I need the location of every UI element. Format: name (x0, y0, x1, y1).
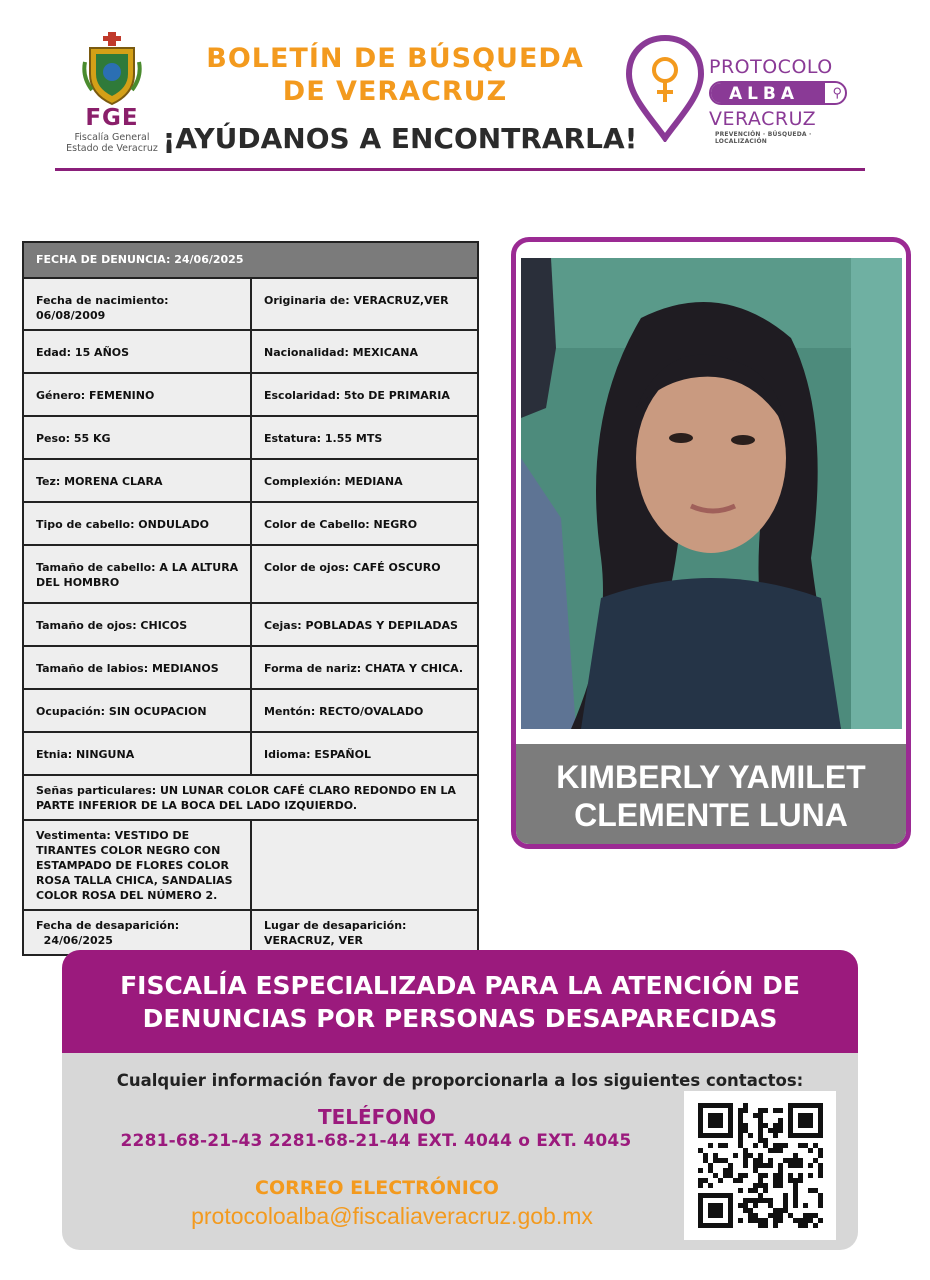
fge-sub-line2: Estado de Veracruz (66, 143, 158, 154)
eye-size: Tamaño de ojos: CHICOS (23, 603, 251, 646)
alba-tagline: PREVENCIÓN · BÚSQUEDA · LOCALIZACIÓN (715, 131, 812, 145)
disappearance-date-value: 24/06/2025 (43, 934, 113, 947)
person-details-table (22, 241, 479, 956)
language: Idioma: ESPAÑOL (251, 732, 478, 775)
height: Estatura: 1.55 MTS (251, 416, 478, 459)
origin: Originaria de: VERACRUZ,VER (251, 278, 478, 330)
help-find-heading: ¡AYÚDANOS A ENCONTRARLA! (162, 122, 638, 155)
alba-pill (709, 81, 847, 105)
prosecutor-office-title (62, 969, 858, 1035)
schooling: Escolaridad: 5to DE PRIMARIA (251, 373, 478, 416)
bulletin-title-line1: BOLETÍN DE BÚSQUEDA (206, 43, 584, 74)
disappearance-place: Lugar de desaparición: VERACRUZ, VER (251, 910, 478, 955)
alba-word: ALBA (728, 84, 800, 104)
qr-code[interactable] (684, 1091, 836, 1240)
contact-instructions: Cualquier información favor de proporcionarla a los siguientes contactos: (116, 1071, 804, 1090)
distinguishing-marks: Señas particulares: UN LUNAR COLOR CAFÉ CLARO REDONDO EN LA PARTE INFERIOR DE LA BOCA DEL LADO IZQUIERDO. (23, 775, 478, 820)
header (0, 0, 930, 180)
birth-date: Fecha de nacimiento: 06/08/2009 (23, 278, 251, 330)
eyebrows: Cejas: POBLADAS Y DEPILADAS (251, 603, 478, 646)
hair-color: Color de Cabello: NEGRO (251, 502, 478, 545)
alba-protocolo-text: PROTOCOLO (709, 56, 833, 78)
name-band (516, 744, 906, 844)
bulletin-title (205, 42, 585, 108)
disappearance-date (23, 910, 251, 955)
qr-code-icon (684, 1091, 836, 1240)
fge-subtitle (62, 132, 162, 154)
build: Complexión: MEDIANA (251, 459, 478, 502)
alba-veracruz-text: VERACRUZ (709, 108, 817, 130)
missing-person-name (516, 758, 906, 834)
disappearance-date-label: Fecha de desaparición: (36, 919, 180, 932)
gender: Género: FEMENINO (23, 373, 251, 416)
eye-color: Color de ojos: CAFÉ OSCURO (251, 545, 478, 603)
age: Edad: 15 AÑOS (23, 330, 251, 373)
fge-letters: FGE (85, 105, 139, 131)
empty-cell (251, 820, 478, 910)
hair-type: Tipo de cabello: ONDULADO (23, 502, 251, 545)
fge-sub-line1: Fiscalía General (74, 132, 150, 143)
email-link[interactable]: protocoloalba@fiscaliaveracruz.gob.mx (191, 1203, 593, 1229)
location-pin-female-icon (625, 34, 705, 142)
fge-logo (62, 32, 162, 157)
phone-numbers[interactable]: 2281-68-21-43 2281-68-21-44 EXT. 4044 o EXT. 4045 (120, 1131, 632, 1151)
nationality: Nacionalidad: MEXICANA (251, 330, 478, 373)
clothing: Vestimenta: VESTIDO DE TIRANTES COLOR NEGRO CON ESTAMPADO DE FLORES COLOR ROSA TALLA CHICA, SANDALIAS COLOR ROSA DEL NÚMERO 2. (23, 820, 251, 910)
prosecutor-office-banner (62, 950, 858, 1053)
portrait-illustration (521, 258, 902, 729)
report-date: FECHA DE DENUNCIA: 24/06/2025 (23, 242, 478, 278)
photo-card (511, 237, 911, 849)
office-title-line2: DENUNCIAS POR PERSONAS DESAPARECIDAS (142, 1004, 778, 1033)
name-line1: KIMBERLY YAMILET (556, 759, 866, 795)
office-title-line1: FISCALÍA ESPECIALIZADA PARA LA ATENCIÓN DE (120, 971, 800, 1000)
header-divider (55, 168, 865, 171)
bulletin-title-line2: DE VERACRUZ (282, 76, 508, 107)
missing-person-photo (521, 258, 902, 729)
protocolo-alba-logo (625, 34, 860, 144)
contact-panel (62, 950, 858, 1250)
chin: Mentón: RECTO/OVALADO (251, 689, 478, 732)
weight: Peso: 55 KG (23, 416, 251, 459)
lip-size: Tamaño de labios: MEDIANOS (23, 646, 251, 689)
name-line2: CLEMENTE LUNA (574, 797, 848, 833)
coat-of-arms-icon (82, 32, 142, 107)
search-icon: ⚲ (832, 85, 842, 100)
nose-shape: Forma de nariz: CHATA Y CHICA. (251, 646, 478, 689)
occupation: Ocupación: SIN OCUPACION (23, 689, 251, 732)
ethnicity: Etnia: NINGUNA (23, 732, 251, 775)
phone-label: TELÉFONO (317, 1105, 437, 1129)
email-label: CORREO ELECTRÓNICO (255, 1177, 499, 1199)
skin-tone: Tez: MORENA CLARA (23, 459, 251, 502)
hair-length: Tamaño de cabello: A LA ALTURA DEL HOMBRO (23, 545, 251, 603)
